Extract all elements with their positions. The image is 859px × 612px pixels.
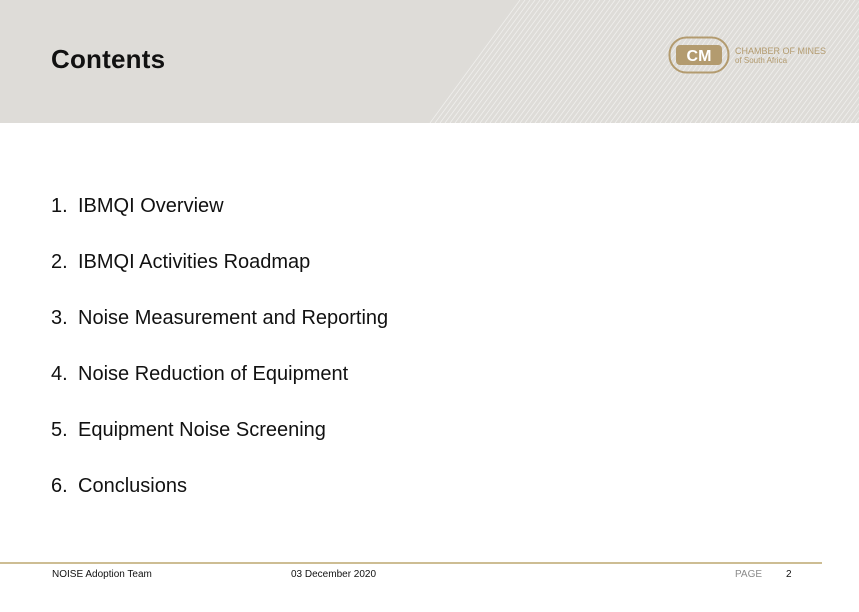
contents-item-label: Conclusions	[78, 475, 187, 497]
contents-item	[51, 416, 388, 472]
logo-subtitle: of South Africa	[735, 56, 788, 65]
contents-item-label: Equipment Noise Screening	[78, 419, 326, 441]
contents-item	[51, 304, 388, 360]
contents-list	[51, 192, 388, 528]
contents-item-number: 5.	[51, 419, 68, 441]
contents-item	[51, 360, 388, 416]
contents-item	[51, 248, 388, 304]
cm-logo-icon	[668, 36, 730, 74]
footer-page-label: PAGE	[735, 569, 763, 580]
logo-mark-text: CM	[686, 48, 712, 65]
footer-date: 03 December 2020	[291, 569, 377, 580]
contents-item-label: IBMQI Activities Roadmap	[78, 251, 311, 273]
contents-item-number: 2.	[51, 251, 68, 273]
footer-page-number: 2	[786, 569, 792, 580]
footer-rule	[0, 562, 822, 564]
chamber-of-mines-logo	[668, 36, 828, 76]
contents-item	[51, 472, 388, 528]
contents-item-number: 6.	[51, 475, 68, 497]
contents-item-label: IBMQI Overview	[78, 195, 224, 217]
contents-item-label: Noise Measurement and Reporting	[78, 307, 389, 329]
contents-item	[51, 192, 388, 248]
slide-title: Contents	[51, 44, 166, 74]
contents-item-number: 4.	[51, 363, 68, 385]
contents-item-number: 3.	[51, 307, 68, 329]
contents-item-number: 1.	[51, 195, 68, 217]
logo-name: CHAMBER OF MINES	[735, 46, 827, 56]
contents-item-label: Noise Reduction of Equipment	[78, 363, 349, 385]
footer-team: NOISE Adoption Team	[52, 569, 152, 580]
